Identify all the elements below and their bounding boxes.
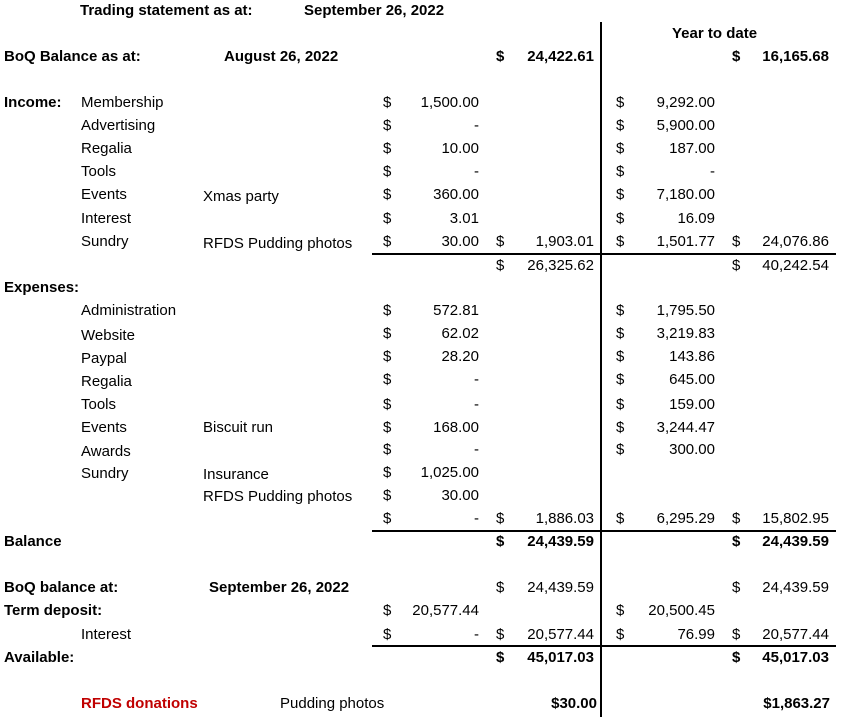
term-interest-label: Interest <box>81 626 132 643</box>
currency-sign: $ <box>732 649 741 666</box>
expense-month-value: - <box>474 371 479 388</box>
expense-month-value: - <box>474 396 479 413</box>
currency-sign: $ <box>383 371 392 388</box>
income-ytd-value: 187.00 <box>669 140 715 157</box>
income-month-total: 26,325.62 <box>527 257 594 274</box>
currency-sign: $ <box>616 348 625 365</box>
currency-sign: $ <box>383 186 392 203</box>
currency-sign: $ <box>383 487 392 504</box>
opening-balance-date: August 26, 2022 <box>224 48 339 65</box>
expense-ytd-value: 159.00 <box>669 396 715 413</box>
expense-item: Events <box>81 419 127 436</box>
currency-sign: $ <box>383 140 392 157</box>
expense-item: Tools <box>81 396 117 413</box>
currency-sign: $ <box>732 510 741 527</box>
currency-sign: $ <box>383 626 392 643</box>
expense-item: Regalia <box>81 373 132 390</box>
income-month-value: 10.00 <box>441 140 479 157</box>
expenses-ytd-total: 15,802.95 <box>762 510 829 527</box>
balance-ytd: 24,439.59 <box>762 533 829 550</box>
boq-closing-label: BoQ balance at: <box>4 579 119 596</box>
expenses-label: Expenses: <box>4 279 80 296</box>
expense-ytd-value: 1,795.50 <box>656 302 715 319</box>
currency-sign: $ <box>383 441 392 458</box>
income-month-value: 360.00 <box>433 186 479 203</box>
income-ytd-value: 1,501.77 <box>656 233 715 250</box>
currency-sign: $ <box>616 602 625 619</box>
expense-item: Paypal <box>81 350 127 367</box>
term-interest-month: - <box>474 626 479 643</box>
currency-sign: $ <box>496 649 505 666</box>
currency-sign: $ <box>383 302 392 319</box>
currency-sign: $ <box>616 510 625 527</box>
statement-date: September 26, 2022 <box>304 2 445 19</box>
income-month-subtotal: 1,903.01 <box>535 233 594 250</box>
available-ytd: 45,017.03 <box>762 649 829 666</box>
currency-sign: $ <box>616 302 625 319</box>
income-ytd-value: - <box>710 163 715 180</box>
currency-sign: $ <box>616 94 625 111</box>
term-deposit-ytd: 20,500.45 <box>648 602 715 619</box>
income-item: Tools <box>81 163 117 180</box>
currency-sign: $ <box>616 396 625 413</box>
opening-ytd-total: 16,165.68 <box>762 48 829 65</box>
income-month-value: - <box>474 117 479 134</box>
term-deposit-month: 20,577.44 <box>412 602 479 619</box>
income-item: Interest <box>81 210 132 227</box>
expense-ytd-value: 3,219.83 <box>656 325 715 342</box>
currency-sign: $ <box>496 626 505 643</box>
expense-note: RFDS Pudding photos <box>203 488 353 505</box>
balance-month: 24,439.59 <box>527 533 594 550</box>
income-ytd-value: 5,900.00 <box>656 117 715 134</box>
term-interest-month-subtotal: 20,577.44 <box>527 626 594 643</box>
expense-month-value: - <box>474 510 479 527</box>
currency-sign: $ <box>496 510 505 527</box>
income-ytd-value: 16.09 <box>677 210 715 227</box>
balance-rule <box>372 530 836 532</box>
column-divider <box>600 22 602 717</box>
expense-note: Biscuit run <box>203 419 274 436</box>
currency-sign: $ <box>616 419 625 436</box>
currency-sign: $ <box>383 94 392 111</box>
currency-sign: $ <box>616 233 625 250</box>
income-month-value: 30.00 <box>441 233 479 250</box>
income-item: Advertising <box>81 117 156 134</box>
currency-sign: $ <box>383 510 392 527</box>
currency-sign: $ <box>616 117 625 134</box>
currency-sign: $ <box>496 579 505 596</box>
term-deposit-label: Term deposit: <box>4 602 103 619</box>
expense-ytd-value: 300.00 <box>669 441 715 458</box>
income-month-value: - <box>474 163 479 180</box>
expense-ytd-value: 645.00 <box>669 371 715 388</box>
income-item: Sundry <box>81 233 129 250</box>
income-subtotal-rule <box>372 253 836 255</box>
donations-month: $30.00 <box>551 695 597 712</box>
available-label: Available: <box>4 649 75 666</box>
currency-sign: $ <box>732 257 741 274</box>
income-month-value: 1,500.00 <box>420 94 479 111</box>
expense-month-value: 62.02 <box>441 325 479 342</box>
income-item: Membership <box>81 94 164 111</box>
expense-item: Sundry <box>81 465 129 482</box>
expense-month-value: 28.20 <box>441 348 479 365</box>
currency-sign: $ <box>383 348 392 365</box>
term-interest-ytd-subtotal: 20,577.44 <box>762 626 829 643</box>
currency-sign: $ <box>732 533 741 550</box>
currency-sign: $ <box>383 602 392 619</box>
available-rule <box>372 645 836 647</box>
expense-month-value: 1,025.00 <box>420 464 479 481</box>
statement-title: Trading statement as at: <box>80 2 253 19</box>
income-item: Events <box>81 186 127 203</box>
expense-item: Awards <box>81 443 131 460</box>
currency-sign: $ <box>383 464 392 481</box>
income-ytd-subtotal: 24,076.86 <box>762 233 829 250</box>
expenses-month-total: 1,886.03 <box>535 510 594 527</box>
currency-sign: $ <box>496 233 505 250</box>
income-month-value: 3.01 <box>449 210 479 227</box>
ytd-heading: Year to date <box>672 25 758 42</box>
currency-sign: $ <box>383 396 392 413</box>
balance-label: Balance <box>4 533 62 550</box>
income-ytd-value: 9,292.00 <box>656 94 715 111</box>
currency-sign: $ <box>732 626 741 643</box>
expense-month-value: 168.00 <box>433 419 479 436</box>
income-item: Regalia <box>81 140 132 157</box>
expense-ytd-value: 143.86 <box>669 348 715 365</box>
opening-balance-label: BoQ Balance as at: <box>4 48 141 65</box>
currency-sign: $ <box>383 117 392 134</box>
expense-ytd-value: 6,295.29 <box>656 510 715 527</box>
currency-sign: $ <box>732 233 741 250</box>
boq-closing-ytd: 24,439.59 <box>762 579 829 596</box>
donations-note: Pudding photos <box>280 695 385 712</box>
currency-sign: $ <box>732 579 741 596</box>
currency-sign: $ <box>383 210 392 227</box>
currency-sign: $ <box>496 533 505 550</box>
boq-closing-month: 24,439.59 <box>527 579 594 596</box>
donations-ytd: $1,863.27 <box>763 695 830 712</box>
currency-sign: $ <box>616 441 625 458</box>
boq-closing-date: September 26, 2022 <box>209 579 350 596</box>
currency-sign: $ <box>383 233 392 250</box>
opening-month-total: 24,422.61 <box>527 48 594 65</box>
expense-item: Administration <box>81 302 177 319</box>
available-month: 45,017.03 <box>527 649 594 666</box>
income-note: RFDS Pudding photos <box>203 235 353 252</box>
income-ytd-value: 7,180.00 <box>656 186 715 203</box>
currency-sign: $ <box>383 163 392 180</box>
currency-sign: $ <box>616 163 625 180</box>
currency-sign: $ <box>496 257 505 274</box>
term-interest-ytd: 76.99 <box>677 626 715 643</box>
currency-sign: $ <box>616 210 625 227</box>
expense-ytd-value: 3,244.47 <box>656 419 715 436</box>
expense-note: Insurance <box>203 466 269 483</box>
currency-sign: $ <box>616 371 625 388</box>
income-label: Income: <box>4 94 62 111</box>
currency-sign: $ <box>616 626 625 643</box>
currency-sign: $ <box>616 325 625 342</box>
currency-sign: $ <box>383 419 392 436</box>
income-note: Xmas party <box>203 188 279 205</box>
expense-month-value: 572.81 <box>433 302 479 319</box>
income-ytd-total: 40,242.54 <box>762 257 829 274</box>
currency-sign: $ <box>383 325 392 342</box>
currency-sign: $ <box>616 186 625 203</box>
currency-sign: $ <box>616 140 625 157</box>
expense-month-value: - <box>474 441 479 458</box>
expense-month-value: 30.00 <box>441 487 479 504</box>
expense-item: Website <box>81 327 135 344</box>
currency-sign: $ <box>496 48 505 65</box>
donations-label: RFDS donations <box>81 695 198 712</box>
currency-sign: $ <box>732 48 741 65</box>
